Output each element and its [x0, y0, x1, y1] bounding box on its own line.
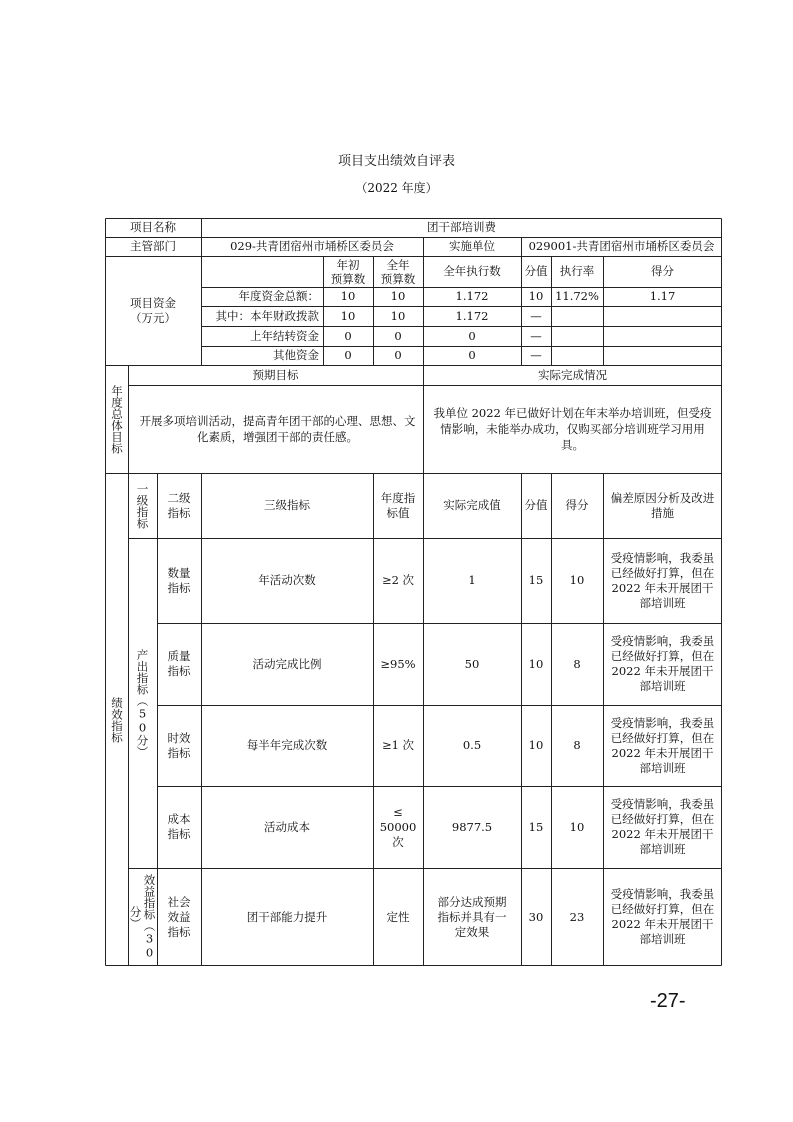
funds-row-initial: 0 [344, 348, 352, 362]
output-indicators-label: 产出指标（50分） [135, 648, 150, 758]
indicator-deviation: 受疫情影响，我委虽 已经做好打算，但在 2022 年未开展团干 部培训班 [610, 634, 715, 693]
indicator-score-value: 15 [528, 819, 544, 834]
indicators-header-target: 年度指 标值 [380, 490, 416, 520]
indicator-score-value: 10 [528, 656, 544, 671]
indicators-header-actual: 实际完成值 [443, 498, 501, 512]
indicators-label: 绩效指标 [110, 696, 124, 743]
funds-header-rate: 执行率 [559, 264, 595, 278]
funds-row-rate [551, 326, 603, 346]
funds-row-rate: 11.72% [555, 289, 599, 303]
indicator-actual: 0.5 [462, 738, 482, 752]
goals-actual-text: 我单位 2022 年已做好计划在年末举办培训班，但受疫情影响，未能举办成功，仅购买部分培训班学习用用具。 [433, 406, 712, 452]
indicator-score: 23 [569, 909, 585, 924]
indicator-level2: 时效 指标 [167, 730, 191, 760]
indicator-deviation: 受疫情影响，我委虽 已经做好打算，但在 2022 年未开展团干 部培训班 [610, 550, 715, 610]
funds-row-executed: 1.172 [455, 289, 489, 303]
project-name-value: 团干部培训费 [427, 220, 496, 234]
indicator-level3: 团干部能力提升 [246, 909, 328, 924]
project-name-label: 项目名称 [130, 220, 176, 234]
indicators-header-level3: 三级指标 [264, 498, 310, 512]
funds-row-initial: 10 [340, 308, 356, 323]
funds-row-score [603, 306, 722, 326]
indicators-header-score: 得分 [565, 498, 589, 512]
indicators-header-score-value: 分值 [524, 498, 548, 512]
indicator-actual: 9877.5 [451, 819, 493, 834]
goals-expected-header: 预期目标 [252, 367, 299, 382]
indicator-score: 10 [569, 573, 585, 587]
indicator-score-value: 10 [528, 738, 544, 752]
funds-header-score-value: 分值 [524, 264, 548, 278]
indicator-level2: 数量 指标 [167, 565, 191, 595]
funds-row-annual: 10 [390, 289, 406, 303]
indicator-target: ≥2 次 [381, 573, 415, 587]
performance-table [105, 218, 722, 966]
indicator-score-value: 15 [528, 573, 544, 587]
indicator-level2: 成本 指标 [167, 812, 191, 841]
indicator-target: ≥95% [380, 656, 416, 671]
indicator-level3: 活动成本 [264, 819, 310, 834]
page-number: -27- [650, 990, 686, 1012]
funds-row-score-value: — [530, 348, 542, 362]
funds-row-score [603, 326, 722, 346]
funds-row-initial: 10 [340, 289, 356, 303]
funds-row-name: 其中：本年财政拨款 [215, 308, 319, 323]
indicator-score: 10 [569, 819, 585, 834]
indicator-level2: 社会 效益 指标 [167, 894, 191, 939]
impl-value: 029001-共青团宿州市埇桥区委员会 [528, 239, 715, 253]
page-title: 项目支出绩效自评表 [337, 154, 455, 169]
funds-row-annual: 10 [390, 308, 406, 323]
indicator-target: ≥1 次 [381, 738, 415, 752]
goals-actual-header: 实际完成情况 [538, 367, 607, 382]
indicator-target: 定性 [386, 909, 410, 924]
funds-header-score: 得分 [651, 264, 674, 278]
indicator-actual: 部分达成预期 指标并具有一 定效果 [437, 894, 507, 939]
indicator-level3: 活动完成比例 [252, 656, 322, 671]
indicator-score-value: 30 [528, 909, 544, 924]
indicator-target: ≤ 50000 次 [379, 804, 417, 849]
funds-row-rate [551, 346, 603, 365]
funds-row-name: 其他资金 [273, 348, 319, 362]
funds-row-score: 1.17 [649, 289, 676, 303]
indicator-actual: 50 [464, 656, 480, 671]
funds-header-annual: 全年 预算数 [380, 257, 416, 286]
indicator-deviation: 受疫情影响，我委虽 已经做好打算，但在 2022 年未开展团干 部培训班 [610, 887, 715, 946]
indicator-score: 8 [573, 656, 581, 671]
funds-row-score-value: — [530, 328, 542, 343]
impl-label: 实施单位 [449, 239, 495, 253]
funds-row-score-value: — [530, 308, 542, 323]
indicator-actual: 1 [468, 573, 476, 587]
funds-label: 项目资金 （万元） [130, 295, 176, 325]
funds-row-score-value: 10 [528, 289, 544, 303]
goals-expected-text: 开展多项培训活动，提高青年团干部的心理、思想、文化素质，增强团干部的责任感。 [139, 414, 416, 444]
indicator-deviation: 受疫情影响，我委虽 已经做好打算，但在 2022 年未开展团干 部培训班 [610, 715, 715, 775]
goals-label: 年度总体目标 [110, 384, 124, 454]
funds-row-annual: 0 [394, 328, 402, 343]
benefit-indicators-label: 效益指标（30分） [128, 874, 157, 960]
indicators-header-level2: 二级 指标 [167, 490, 191, 520]
funds-row-executed: 0 [468, 328, 476, 343]
dept-value: 029-共青团宿州市埇桥区委员会 [230, 239, 394, 253]
funds-row-executed: 1.172 [455, 308, 489, 323]
indicator-deviation: 受疫情影响，我委虽 已经做好打算，但在 2022 年未开展团干 部培训班 [610, 797, 715, 856]
funds-row-rate [551, 306, 603, 326]
dept-label: 主管部门 [130, 239, 176, 253]
indicators-header-deviation: 偏差原因分析及改进 措施 [610, 490, 715, 520]
funds-header-executed: 全年执行数 [443, 264, 501, 278]
funds-row-score [603, 346, 722, 365]
funds-row-initial: 0 [344, 328, 352, 343]
indicator-level3: 每半年完成次数 [246, 738, 328, 752]
indicator-level3: 年活动次数 [258, 573, 316, 587]
page-subtitle: （2022 年度） [355, 181, 438, 195]
funds-row-executed: 0 [468, 348, 476, 362]
indicators-header-level1: 一级指标 [135, 482, 150, 529]
funds-header-initial: 年初 预算数 [330, 257, 366, 286]
funds-row-annual: 0 [394, 348, 402, 362]
funds-row-name: 年度资金总额： [238, 289, 319, 303]
indicator-score: 8 [573, 738, 581, 752]
indicator-level2: 质量 指标 [167, 649, 191, 678]
funds-row-name: 上年结转资金 [250, 328, 319, 343]
